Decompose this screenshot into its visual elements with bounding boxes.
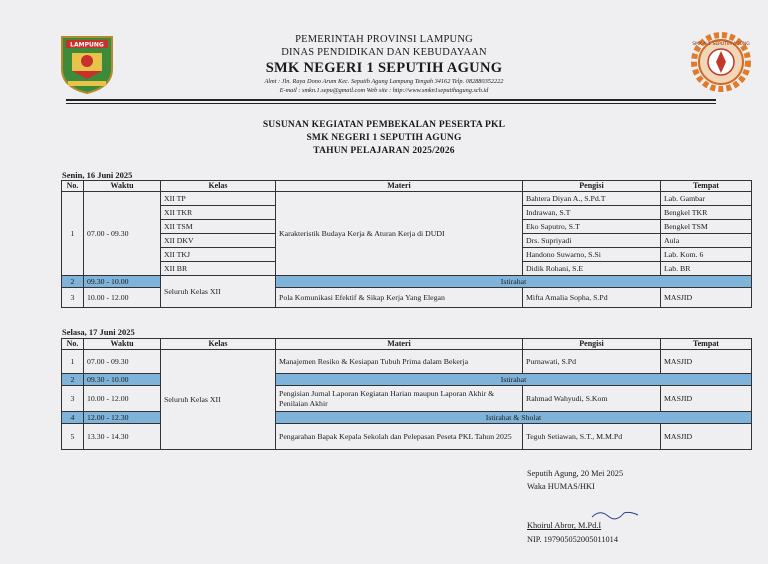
row-waktu: 10.00 - 12.00 [84,386,161,412]
row-kelas: Seluruh Kelas XII [161,276,276,308]
col-waktu: Waktu [84,181,161,192]
row-kelas: Seluruh Kelas XII [161,350,276,450]
kelas-cell: XII TKJ [161,248,276,262]
tempat-cell: Aula [661,234,752,248]
letterhead-school-name: SMK NEGERI 1 SEPUTIH AGUNG [265,60,503,76]
table-row-break [62,276,752,288]
document-title-line2: SMK NEGERI 1 SEPUTIH AGUNG [306,133,462,143]
row-pengisi: Teguh Setiawan, S.T., M.M.Pd [523,424,661,450]
signature-place-date: Seputih Agung, 20 Mei 2025 [527,469,624,478]
row-no: 3 [62,386,84,412]
col-pengisi: Pengisi [523,339,661,350]
break-label: Istirahat [276,374,752,386]
tempat-cell: Bengkel TSM [661,220,752,234]
pengisi-cell: Handono Suwarno, S.Si [523,248,661,262]
pengisi-cell: Indrawan, S.T [523,206,661,220]
kelas-cell: XII TP [161,192,276,206]
col-no: No. [62,181,84,192]
pengisi-cell: Didik Rohani, S.E [523,262,661,276]
table-row [62,350,752,374]
letterhead-government: PEMERINTAH PROVINSI LAMPUNG [295,34,473,45]
col-no: No. [62,339,84,350]
kelas-cell: XII TSM [161,220,276,234]
day1-schedule-table [61,180,752,308]
row-waktu: 09.30 - 10.00 [84,374,161,386]
col-tempat: Tempat [661,181,752,192]
day2-schedule-table [61,338,752,450]
row-no: 3 [62,288,84,308]
row-waktu: 09.30 - 10.00 [84,276,161,288]
kelas-cell: XII DKV [161,234,276,248]
row-waktu: 12.00 - 12.30 [84,412,161,424]
row-tempat: MASJID [661,386,752,412]
kelas-cell: XII BR [161,262,276,276]
row-materi: Manajemen Resiko & Kesiapan Tubuh Prima dalam Bekerja [276,350,523,374]
break-label: Istirahat [276,276,752,288]
document-title-line1: SUSUNAN KEGIATAN PEMBEKALAN PESERTA PKL [262,120,506,130]
letterhead-address: Almt : Jln. Raya Dono Arum Kec. Seputih Agung Lampung Tengah 34162 Telp. 082880352222 [264,78,504,85]
signature-nip: NIP. 197905052005011014 [527,535,618,544]
col-materi: Materi [276,339,523,350]
row-waktu: 13.30 - 14.30 [84,424,161,450]
col-kelas: Kelas [161,181,276,192]
col-pengisi: Pengisi [523,181,661,192]
table-header-row [62,181,752,192]
col-kelas: Kelas [161,339,276,350]
row-tempat: MASJID [661,350,752,374]
logo-text: LAMPUNG [70,41,104,49]
row-materi: Pengisian Jurnal Laporan Kegiatan Harian maupun Laporan Akhir & Penilaian Akhir [276,386,523,412]
row-no: 2 [62,276,84,288]
col-tempat: Tempat [661,339,752,350]
letterhead-rule-thick [66,99,716,101]
document-title-line3: TAHUN PELAJARAN 2025/2026 [313,146,455,156]
row-no: 5 [62,424,84,450]
letterhead-rule-thin [66,103,716,104]
day1-label: Senin, 16 Juni 2025 [62,170,133,180]
letterhead-contact: E-mail : smkn.1.sepu@gmail.com Web site : http://www.smkn1seputihagung.sch.id [279,87,489,94]
row-pengisi: Rahmad Wahyudi, S.Kom [523,386,661,412]
pengisi-cell: Bahtera Diyan A., S.Pd.T [523,192,661,206]
signature-name: Khoirul Abror, M.Pd.I [527,521,602,530]
signature-role: Waka HUMAS/HKI [527,482,595,491]
row-materi: Karakteristik Budaya Kerja & Aturan Kerja di DUDI [276,192,523,276]
row-pengisi: Purnawati, S.Pd [523,350,661,374]
row-materi: Pengarahan Bapak Kepala Sekolah dan Pelepasan Peseta PKL Tahun 2025 [276,424,523,450]
row-no: 4 [62,412,84,424]
table-header-row [62,339,752,350]
pengisi-cell: Eko Saputro, S.T [523,220,661,234]
logo-text: SMK N 1 SEPUTIH AGUNG [692,42,750,47]
day2-label: Selasa, 17 Juni 2025 [62,327,135,337]
row-tempat: MASJID [661,424,752,450]
row-waktu: 07.00 - 09.30 [84,350,161,374]
col-waktu: Waktu [84,339,161,350]
pengisi-cell: Drs. Supriyadi [523,234,661,248]
letterhead-department: DINAS PENDIDIKAN DAN KEBUDAYAAN [281,47,487,58]
tempat-cell: Lab. Gambar [661,192,752,206]
tempat-cell: Lab. Kom. 6 [661,248,752,262]
tempat-cell: Lab. BR [661,262,752,276]
row-no: 1 [62,192,84,276]
row-tempat: MASJID [661,288,752,308]
row-no: 2 [62,374,84,386]
tempat-cell: Bengkel TKR [661,206,752,220]
row-pengisi: Mifta Amalia Sopha, S.Pd [523,288,661,308]
handwritten-signature [590,507,640,521]
row-waktu: 10.00 - 12.00 [84,288,161,308]
row-no: 1 [62,350,84,374]
row-materi: Pola Komunikasi Efektif & Sikap Kerja Yang Elegan [276,288,523,308]
row-waktu: 07.00 - 09.30 [84,192,161,276]
col-materi: Materi [276,181,523,192]
break-label: Istirahat & Sholat [276,412,752,424]
kelas-cell: XII TKR [161,206,276,220]
table-row [62,192,752,206]
